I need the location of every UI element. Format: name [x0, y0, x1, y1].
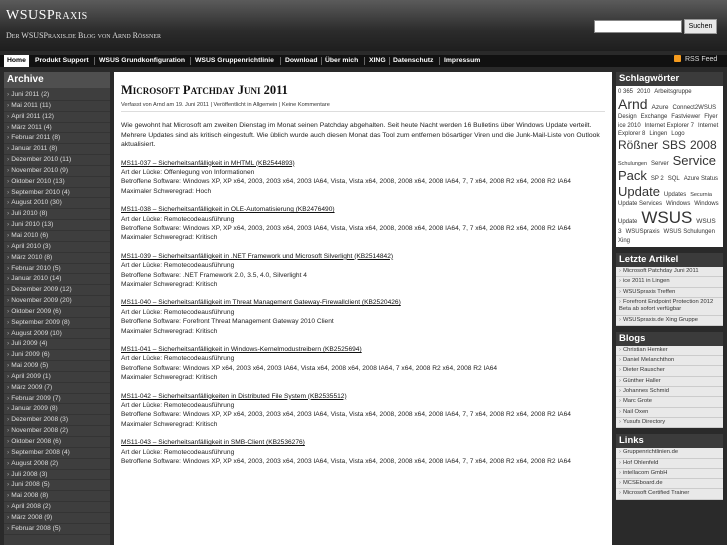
- search-button[interactable]: Suchen: [684, 19, 717, 34]
- archive-item[interactable]: › März 2011 (4): [4, 123, 110, 134]
- tag-link[interactable]: Schulungen: [618, 160, 648, 167]
- blog-link[interactable]: › Johannes Schmid: [616, 387, 723, 397]
- rss-feed-link[interactable]: [674, 55, 717, 63]
- tag-link[interactable]: SP 2: [650, 176, 664, 183]
- tag-link[interactable]: Lingen: [649, 130, 668, 137]
- site-header: [0, 0, 727, 51]
- tag-link[interactable]: Logo: [671, 130, 685, 137]
- nav-ueber-mich[interactable]: Über mich: [325, 57, 359, 64]
- archive-item[interactable]: › Juli 2008 (3): [4, 470, 110, 481]
- main-content: [114, 72, 612, 545]
- archive-item[interactable]: › Juli 2010 (8): [4, 209, 110, 220]
- archive-item[interactable]: › Februar 2011 (8): [4, 133, 110, 144]
- tag-link[interactable]: Design: [618, 114, 637, 121]
- tag-link[interactable]: Service Pack: [618, 152, 716, 184]
- external-link[interactable]: › intellacom GmbH: [616, 469, 723, 479]
- nav-separator: [94, 57, 95, 65]
- blogs-list: [616, 346, 723, 428]
- archive-item[interactable]: › April 2008 (2): [4, 502, 110, 513]
- recent-post-link[interactable]: › WSUSpraxis Treffen: [616, 288, 723, 298]
- archive-item[interactable]: › Juni 2010 (13): [4, 220, 110, 231]
- nav-separator: [439, 57, 440, 65]
- bulletin-software: Betroffene Software: Forefront Threat Management Gateway 2010 Client: [121, 318, 334, 326]
- bulletin-title-link[interactable]: MS11-043 – Sicherheitsanfälligkeit in SMB-Client (KB2536276): [121, 439, 305, 447]
- bulletin-severity: Maximaler Schweregrad: Kritisch: [121, 280, 218, 288]
- tag-link[interactable]: Internet Explorer 7: [644, 122, 694, 129]
- tag-link[interactable]: WSUS Schulungen: [663, 229, 715, 236]
- bulletin-list: [121, 159, 605, 467]
- tag-link[interactable]: Azure: [651, 104, 669, 112]
- archive-item[interactable]: › April 2010 (3): [4, 242, 110, 253]
- nav-wsus-gruppenrichtlinie[interactable]: WSUS Gruppenrichtlinie: [195, 57, 274, 64]
- archive-item[interactable]: › Dezember 2010 (11): [4, 155, 110, 166]
- nav-xing[interactable]: XING: [369, 57, 386, 64]
- bulletin-title-link[interactable]: MS11-041 – Sicherheitsanfälligkeit in Windows-Kernelmodustreibern (KB2525694): [121, 346, 362, 353]
- tag-link[interactable]: 0 365: [618, 89, 634, 95]
- recent-post-link[interactable]: › Microsoft Patchday Juni 2011: [616, 267, 723, 277]
- tag-link[interactable]: Xing: [618, 237, 631, 244]
- bulletin: [121, 392, 605, 430]
- tag-cloud-title: Schlagwörter: [616, 72, 723, 86]
- archive-item[interactable]: › August 2010 (30): [4, 198, 110, 209]
- bulletin: [121, 252, 605, 290]
- archive-item[interactable]: › Januar 2009 (8): [4, 404, 110, 415]
- archive-item[interactable]: › September 2010 (4): [4, 188, 110, 199]
- blogs-widget: [616, 332, 723, 428]
- archive-item[interactable]: › Juli 2009 (4): [4, 339, 110, 350]
- links-title: Links: [616, 434, 723, 448]
- nav-home[interactable]: Home: [4, 55, 29, 67]
- external-link[interactable]: › Microsoft Certified Trainer: [616, 489, 723, 499]
- nav-wsus-grundkonfiguration[interactable]: WSUS Grundkonfiguration: [99, 57, 186, 64]
- archive-item[interactable]: › Februar 2008 (5): [4, 524, 110, 535]
- tag-link[interactable]: Exchange: [640, 114, 668, 121]
- blog-link[interactable]: › Daniel Melanchthon: [616, 356, 723, 366]
- bulletin-severity: Maximaler Schweregrad: Kritisch: [121, 327, 218, 335]
- bulletin-software: Betroffene Software: Windows XP x64, 2003 x64, 2003 IA64, Vista x64, 2008 x64, 2008 IA64, 7 x64, 2008 R2 x64, 2008 R2 IA64: [121, 364, 498, 372]
- tag-link[interactable]: Arnd: [618, 96, 648, 113]
- bulletin-type: Art der Lücke: Remotecodeausführung: [121, 448, 235, 456]
- archive-item[interactable]: › März 2009 (7): [4, 383, 110, 394]
- recent-posts-widget: [616, 253, 723, 326]
- archive-item[interactable]: › November 2009 (20): [4, 296, 110, 307]
- tag-link[interactable]: Server: [651, 160, 669, 167]
- blog-link[interactable]: › Nail Oxen: [616, 408, 723, 418]
- tag-link[interactable]: WSUS: [641, 207, 693, 227]
- archive-item[interactable]: › Oktober 2010 (13): [4, 177, 110, 188]
- archive-item[interactable]: › November 2008 (2): [4, 426, 110, 437]
- tag-link[interactable]: WSUSpraxis: [625, 229, 660, 236]
- bulletin-software: Betroffene Software: Windows XP, XP x64, 2003, 2003 x64, 2003 IA64, Vista, Vista x64, 2008, 2008 x64, 2008 IA64, 7, 7 x64, 2008 R2 x64, 2008 R2 IA64: [121, 224, 571, 232]
- recent-post-link[interactable]: › WSUSpraxis.de Xing Gruppe: [616, 316, 723, 326]
- archive-item[interactable]: › Juni 2008 (5): [4, 480, 110, 491]
- archive-item[interactable]: › August 2008 (2): [4, 459, 110, 470]
- archive-sidebar: [4, 72, 110, 545]
- archive-item[interactable]: › Januar 2011 (8): [4, 144, 110, 155]
- nav-impressum[interactable]: Impressum: [444, 57, 481, 64]
- bulletin-severity: Maximaler Schweregrad: Kritisch: [121, 374, 218, 382]
- recent-posts-list: [616, 267, 723, 326]
- site-description: Der WSUSPraxis.de Blog von Arnd Rößner: [6, 31, 161, 40]
- nav-separator: [190, 57, 191, 65]
- recent-posts-title: Letzte Artikel: [616, 253, 723, 267]
- rss-icon: [674, 55, 681, 62]
- external-link[interactable]: › Hof Ohlenfeld: [616, 459, 723, 469]
- archive-item[interactable]: › April 2011 (12): [4, 112, 110, 123]
- bulletin-software: Betroffene Software: Windows XP, XP x64, 2003, 2003 x64, 2003 IA64, Vista, Vista x64, 2008, 2008 x64, 2008 IA64, 7, 7 x64, 2008 R2 x64, 2008 R2 IA64: [121, 411, 571, 419]
- archive-item[interactable]: › Oktober 2009 (6): [4, 307, 110, 318]
- archive-item[interactable]: › Februar 2009 (7): [4, 394, 110, 405]
- archive-item[interactable]: › März 2010 (8): [4, 253, 110, 264]
- recent-post-link[interactable]: › Forefront Endpoint Protection 2012 Beta ab sofort verfügbar: [616, 298, 723, 316]
- bulletin-software: Betroffene Software: Windows XP, XP x64, 2003, 2003 x64, 2003 IA64, Vista, Vista x64, 2008, 2008 x64, 2008 IA64, 7, 7 x64, 2008 R2 x64, 2008 R2 IA64: [121, 458, 571, 466]
- archive-item[interactable]: › April 2009 (1): [4, 372, 110, 383]
- tag-link[interactable]: Updates: [663, 191, 687, 198]
- blog-link[interactable]: › Günther Haller: [616, 377, 723, 387]
- bulletin-type: Art der Lücke: Remotecodeausführung: [121, 402, 235, 410]
- bulletin-title-link[interactable]: MS11-038 – Sicherheitsanfälligkeit in OLE-Automatisierung (KB2476490): [121, 206, 335, 214]
- bulletin-title-link[interactable]: MS11-037 – Sicherheitsanfälligkeit in MHTML (KB2544893): [121, 159, 295, 167]
- site-title[interactable]: WSUSPraxis: [6, 8, 88, 23]
- nav-produkt-support[interactable]: Produkt Support: [35, 57, 89, 64]
- archive-item[interactable]: › Mai 2010 (6): [4, 231, 110, 242]
- nav-download[interactable]: Download: [285, 57, 318, 64]
- external-link[interactable]: › Gruppenrichtlinien.de: [616, 448, 723, 458]
- blog-link[interactable]: › Yusufs Directory: [616, 418, 723, 428]
- bulletin: [121, 159, 605, 197]
- archive-title: Archive: [4, 72, 110, 88]
- archive-item[interactable]: › Dezember 2009 (12): [4, 285, 110, 296]
- bulletin-severity: Maximaler Schweregrad: Kritisch: [121, 420, 218, 428]
- tag-link[interactable]: 2008: [689, 138, 717, 153]
- archive-item[interactable]: › Juni 2011 (2): [4, 90, 110, 101]
- archive-item[interactable]: › November 2010 (9): [4, 166, 110, 177]
- bulletin-software: Betroffene Software: Windows XP, XP x64, 2003, 2003 x64, 2003 IA64, Vista, Vista x64, 2008, 2008 x64, 2008 IA64, 7, 7 x64, 2008 R2 x64, 2008 R2 IA64: [121, 178, 571, 186]
- archive-list: [4, 88, 110, 535]
- blog-link[interactable]: › Marc Grote: [616, 397, 723, 407]
- tag-cloud-widget: [616, 72, 723, 247]
- right-sidebar: [616, 72, 723, 545]
- post-meta: Verfasst von Arnd am 19. Juni 2011 | Veröffentlicht in Allgemein | Keine Kommentare: [121, 102, 605, 112]
- bulletin-title-link[interactable]: MS11-039 – Sicherheitsanfälligkeit in .NET Framework und Microsoft Silverlight (KB2514842): [121, 252, 394, 260]
- tag-link[interactable]: Arbeitsgruppe: [654, 89, 692, 95]
- archive-item[interactable]: › Februar 2010 (5): [4, 264, 110, 275]
- tag-link[interactable]: 2010: [636, 89, 651, 95]
- rss-feed-label: RSS Feed: [685, 56, 718, 63]
- blog-link[interactable]: › Dieter Rauscher: [616, 366, 723, 376]
- bulletin-type: Art der Lücke: Remotecodeausführung: [121, 262, 235, 270]
- tag-link[interactable]: Fastviewer: [671, 114, 701, 121]
- external-link[interactable]: › MCSEboard.de: [616, 479, 723, 489]
- bulletin: [121, 205, 605, 243]
- tag-link[interactable]: SQL: [667, 176, 680, 183]
- main-nav: [0, 55, 727, 67]
- archive-item[interactable]: › August 2009 (10): [4, 329, 110, 340]
- tag-link[interactable]: Connect2WSUS: [672, 105, 717, 112]
- archive-item[interactable]: › Juni 2009 (6): [4, 350, 110, 361]
- links-list: [616, 448, 723, 499]
- tag-cloud: [616, 86, 723, 247]
- bulletin: [121, 438, 605, 466]
- bulletin-severity: Maximaler Schweregrad: Hoch: [121, 187, 212, 195]
- archive-item[interactable]: › Januar 2010 (14): [4, 274, 110, 285]
- tag-link[interactable]: Azure Status: [683, 176, 719, 183]
- search-input[interactable]: [594, 20, 682, 33]
- bulletin-type: Art der Lücke: Remotecodeausführung: [121, 215, 235, 223]
- tag-link[interactable]: WSUS 3: [618, 217, 716, 236]
- tag-link[interactable]: Windows Update: [618, 200, 719, 225]
- tag-link[interactable]: Rößner: [618, 138, 659, 153]
- nav-separator: [280, 57, 281, 65]
- recent-post-link[interactable]: › ice 2011 in Lingen: [616, 277, 723, 287]
- tag-link[interactable]: Flyer: [704, 114, 718, 121]
- bulletin-title-link[interactable]: MS11-042 – Sicherheitsanfälligkeiten in Distributed File System (KB2535512): [121, 392, 347, 400]
- tag-link[interactable]: Windows: [665, 200, 691, 207]
- bulletin: [121, 345, 605, 383]
- archive-item[interactable]: › September 2008 (4): [4, 448, 110, 459]
- archive-item[interactable]: › Mai 2009 (5): [4, 361, 110, 372]
- bulletin-type: Art der Lücke: Remotecodeausführung: [121, 355, 235, 363]
- bulletin-severity: Maximaler Schweregrad: Kritisch: [121, 234, 218, 242]
- bulletin-type: Art der Lücke: Offenlegung von Informationen: [121, 168, 255, 176]
- bulletin: [121, 298, 605, 336]
- bulletin-title-link[interactable]: MS11-040 – Sicherheitsanfälligkeit im Threat Management Gateway-Firewallclient (KB2520426): [121, 299, 401, 307]
- tag-link[interactable]: SBS: [661, 138, 686, 153]
- tag-link[interactable]: ice 2010: [618, 122, 641, 129]
- archive-item[interactable]: › Dezember 2008 (3): [4, 415, 110, 426]
- nav-separator: [364, 57, 365, 65]
- tag-link[interactable]: Update Services: [618, 200, 663, 207]
- archive-item[interactable]: › März 2008 (9): [4, 513, 110, 524]
- tag-link[interactable]: Internet Explorer 8: [618, 122, 719, 137]
- tag-link[interactable]: Securnia: [690, 191, 712, 198]
- tag-link[interactable]: Update: [618, 183, 660, 199]
- nav-datenschutz[interactable]: Datenschutz: [393, 57, 434, 64]
- archive-item[interactable]: › Oktober 2008 (6): [4, 437, 110, 448]
- links-widget: [616, 434, 723, 499]
- bulletin-type: Art der Lücke: Remotecodeausführung: [121, 308, 235, 316]
- archive-item[interactable]: › September 2009 (8): [4, 318, 110, 329]
- bulletin-software: Betroffene Software: .NET Framework 2.0, 3.5, 4.0, Silverlight 4: [121, 271, 307, 279]
- archive-item[interactable]: › Mai 2008 (8): [4, 491, 110, 502]
- archive-item[interactable]: › Mai 2011 (11): [4, 101, 110, 112]
- blogs-title: Blogs: [616, 332, 723, 346]
- post-title[interactable]: Microsoft Patchday Juni 2011: [121, 83, 288, 97]
- post-intro: Wie gewohnt hat Microsoft am zweiten Dienstag im Monat seinen Patchday abgehalten. Seit heute Nacht werden 16 Bulletins über Windows Update verteilt. Mehrere Updates sind als kritisch eingestuft. Wie üblich wurde auch diesen Monat das Tool zum entfernen bösartiger Viren und die Junk-Mail-Liste von Outlook aktualisiert.: [121, 122, 600, 148]
- blog-link[interactable]: › Christian Hemker: [616, 346, 723, 356]
